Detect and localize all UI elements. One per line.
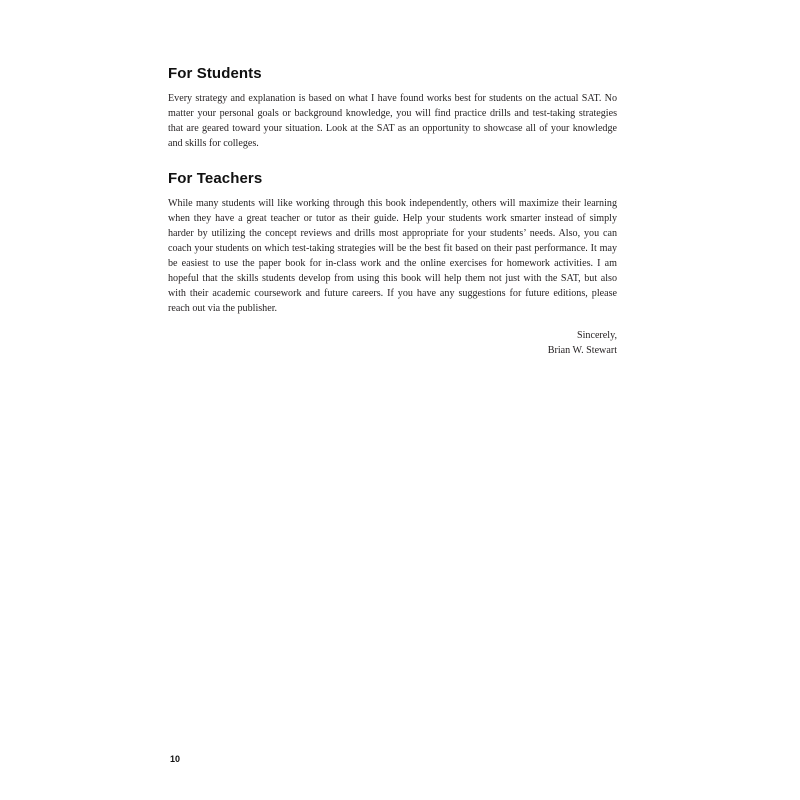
signoff-block — [168, 328, 617, 358]
signoff-closing: Sincerely, — [577, 330, 617, 341]
for-students-section — [168, 64, 617, 151]
for-teachers-heading: For Teachers — [168, 170, 263, 187]
page-content — [168, 64, 617, 358]
for-students-heading: For Students — [168, 65, 262, 82]
for-students-paragraph: Every strategy and explanation is based on what I have found works best for students on the actual SAT. No matter your personal goals or background knowledge, you will find practice drills and test-taking strategies that are geared toward your situation. Look at the SAT as an opportunity to showcase all of your knowledge and skills for colleges. — [168, 93, 617, 149]
for-teachers-section — [168, 169, 617, 316]
signoff-author: Brian W. Stewart — [547, 345, 617, 356]
for-teachers-paragraph: While many students will like working through this book independently, others will maximize their learning when they have a great teacher or tutor as their guide. Help your students work smarter instead of simply harder by utilizing the concept reviews and drills most appropriate for your students’ needs. Also, you can coach your students on which test-taking strategies will be the best fit based on their past performance. It may be easiest to use the paper book for in-class work and the online exercises for homework activities. I am hopeful that the skills students develop from using this book will help them not just with the SAT, but also with their academic coursework and future careers. If you have any suggestions for future editions, please reach out via the publisher. — [168, 198, 617, 314]
page-number: 10 — [170, 754, 181, 764]
